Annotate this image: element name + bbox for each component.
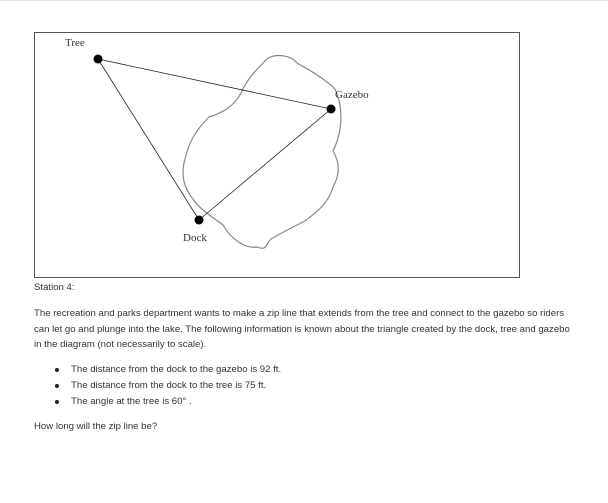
facts-list — [34, 362, 281, 410]
diagram-frame — [34, 32, 520, 278]
gazebo-point — [327, 105, 336, 114]
list-item — [34, 378, 281, 394]
top-divider — [0, 0, 608, 1]
bullet-icon — [55, 368, 59, 372]
list-item — [34, 362, 281, 378]
dock-point — [195, 216, 204, 225]
fact-text: The distance from the dock to the gazebo is 92 ft. — [71, 364, 282, 375]
bullet-icon — [55, 400, 59, 404]
station-title: Station 4: — [34, 282, 75, 293]
question-text: How long will the zip line be? — [34, 421, 158, 432]
bullet-icon — [55, 384, 59, 388]
line-tree-dock — [98, 59, 199, 220]
tree-label: Tree — [65, 37, 85, 49]
dock-label: Dock — [183, 232, 207, 244]
list-item — [34, 394, 281, 410]
lake-outline — [183, 56, 341, 249]
fact-text: The distance from the dock to the tree is 75 ft. — [71, 380, 267, 391]
zip-line-tree-gazebo — [98, 59, 331, 109]
intro-paragraph: The recreation and parks department wants to make a zip line that extends from the tree and connect to the gazebo so riders can let go and plunge into the lake. The following information is known about the triangle created by the dock, tree and gazebo in the diagram (not necessarily to scale). — [34, 308, 570, 350]
fact-text: The angle at the tree is 60° . — [71, 396, 192, 407]
gazebo-label: Gazebo — [335, 89, 369, 101]
lake-diagram — [35, 33, 521, 279]
tree-point — [94, 55, 103, 64]
line-dock-gazebo — [199, 109, 331, 220]
